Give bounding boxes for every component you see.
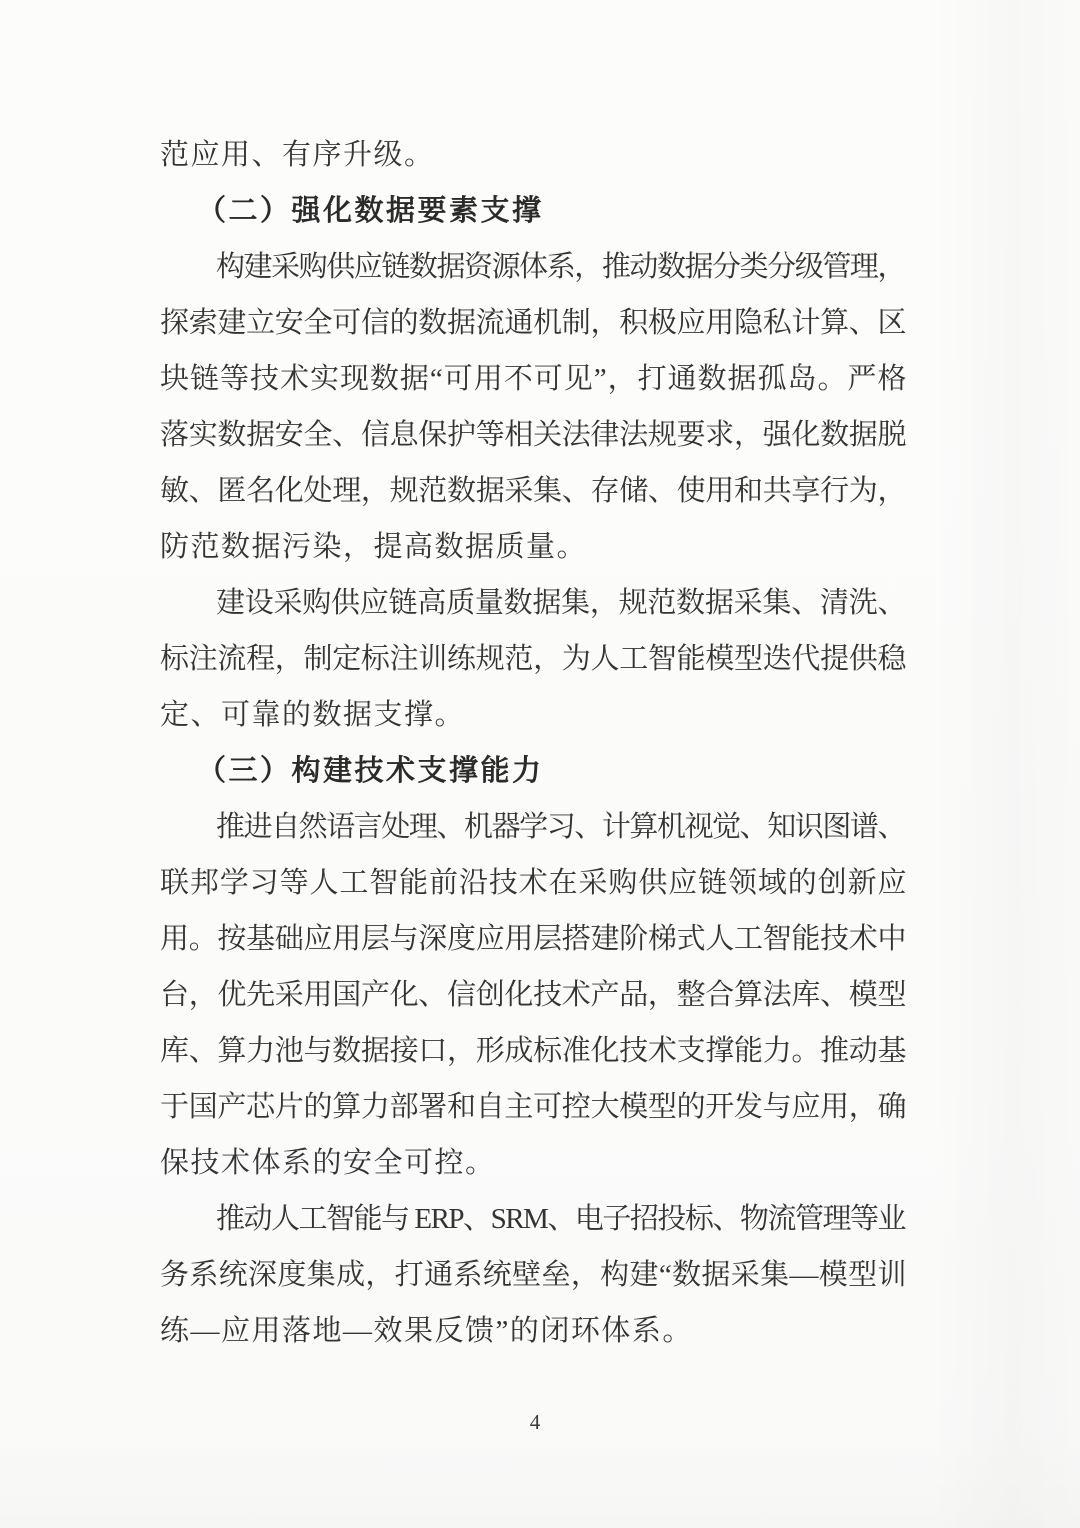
- text-line: 保技术体系的安全可控。: [160, 1147, 496, 1179]
- text-line: 联邦学习等人工智能前沿技术在采购供应链领域的创新应: [160, 867, 905, 899]
- section-heading-3: （三）构建技术支撑能力: [197, 755, 544, 787]
- section-heading-2: （二）强化数据要素支撑: [197, 195, 544, 227]
- text-line: 库、算力池与数据接口，形成标准化技术支撑能力。推动基: [160, 1035, 905, 1067]
- text-line: 探索建立安全可信的数据流通机制，积极应用隐私计算、区: [160, 307, 905, 339]
- text-line: 推动人工智能与 ERP、SRM、电子招投标、物流管理等业: [216, 1203, 905, 1235]
- text-line: 范应用、有序升级。: [160, 139, 435, 171]
- text-line: 块链等技术实现数据“可用不可见”，打通数据孤岛。严格: [160, 363, 905, 395]
- document-body: [160, 127, 905, 1359]
- text-line: 务系统深度集成，打通系统壁垒，构建“数据采集—模型训: [160, 1259, 905, 1291]
- scan-artifact-bottom: [0, 1438, 1080, 1528]
- text-line: 敏、匿名化处理，规范数据采集、存储、使用和共享行为，: [160, 475, 905, 507]
- text-line: 构建采购供应链数据资源体系，推动数据分类分级管理，: [216, 251, 905, 283]
- text-line: 建设采购供应链高质量数据集，规范数据采集、清洗、: [216, 587, 905, 619]
- page-number: 4: [529, 1410, 541, 1434]
- text-line: 标注流程，制定标注训练规范，为人工智能模型迭代提供稳: [160, 643, 905, 675]
- text-line: 定、可靠的数据支撑。: [160, 699, 466, 731]
- text-line: 台，优先采用国产化、信创化技术产品，整合算法库、模型: [160, 979, 905, 1011]
- scan-artifact-right: [930, 0, 1080, 1528]
- text-line: 用。按基础应用层与深度应用层搭建阶梯式人工智能技术中: [160, 923, 905, 955]
- text-line: 练—应用落地—效果反馈”的闭环体系。: [160, 1315, 693, 1347]
- text-line: 落实数据安全、信息保护等相关法律法规要求，强化数据脱: [160, 419, 905, 451]
- text-line: 防范数据污染，提高数据质量。: [160, 531, 588, 563]
- text-line: 推进自然语言处理、机器学习、计算机视觉、知识图谱、: [216, 811, 905, 843]
- text-line: 于国产芯片的算力部署和自主可控大模型的开发与应用，确: [160, 1091, 905, 1123]
